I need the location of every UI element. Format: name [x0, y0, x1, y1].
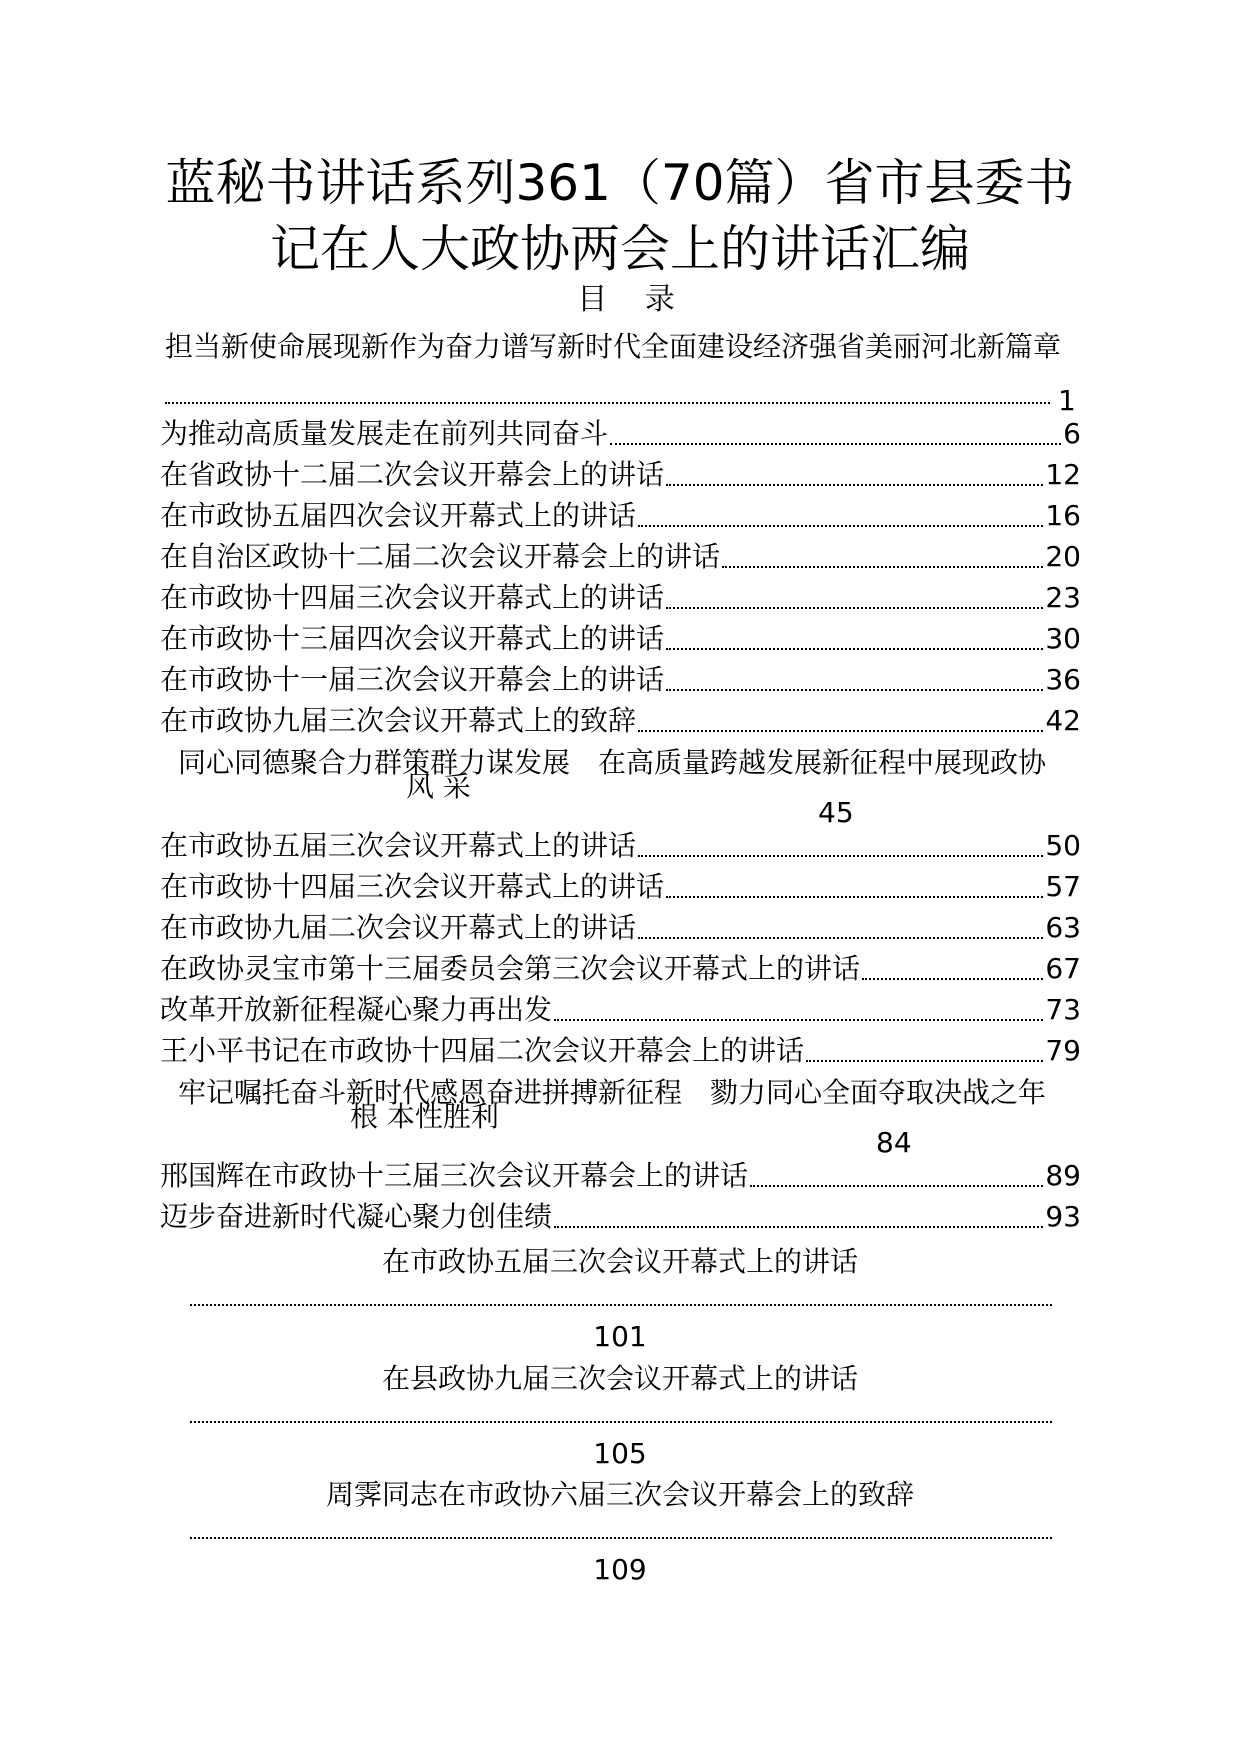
toc-entry-title: 迈步奋进新时代凝心聚力创佳绩: [160, 1200, 553, 1233]
toc-leader-dots: [165, 402, 1050, 404]
toc-entry-title: 在自治区政协十二届二次会议开幕会上的讲话: [160, 540, 721, 573]
toc-entry-page: 93: [1045, 1200, 1081, 1233]
toc-leader-dots: [750, 1184, 1043, 1187]
toc-leader-dots: [666, 483, 1043, 486]
toc-leader-dots: [666, 688, 1043, 691]
toc-leader-dots: [190, 1304, 1052, 1306]
toc-leader-dots: [554, 1018, 1043, 1021]
toc-entry-page: 67: [1045, 952, 1081, 985]
toc-leader-dots: [638, 729, 1043, 732]
toc-entry[interactable]: [160, 701, 1081, 741]
toc-leader-dots: [806, 1059, 1043, 1062]
toc-leader-dots: [722, 565, 1043, 568]
title-line-2: 记在人大政协两会上的讲话汇编: [270, 220, 970, 278]
toc-entry[interactable]: [160, 578, 1081, 618]
toc-entry-page: 23: [1045, 581, 1081, 614]
toc-entry[interactable]: [160, 1031, 1081, 1071]
toc-entry-page: 105: [593, 1437, 647, 1470]
toc-entry-page: 109: [593, 1553, 647, 1586]
toc-entry-title: 在市政协十四届三次会议开幕式上的讲话: [160, 581, 665, 614]
toc-entry-page: 84: [876, 1126, 912, 1159]
toc-entry-title[interactable]: 在县政协九届三次会议开幕式上的讲话: [381, 1362, 858, 1395]
toc-entry-title-continued: 风 采: [406, 770, 471, 803]
toc-entry[interactable]: [160, 414, 1081, 454]
toc-entry-page: 42: [1045, 704, 1081, 737]
toc-leader-dots: [638, 524, 1043, 527]
toc-entry-title: 在市政协十四届三次会议开幕式上的讲话: [160, 870, 665, 903]
toc-entry-title: 在市政协九届三次会议开幕式上的致辞: [160, 704, 637, 737]
toc-entry[interactable]: [160, 867, 1081, 907]
document-title: [150, 150, 1090, 282]
toc-leader-dots: [554, 1225, 1043, 1228]
toc-entry-title: 在市政协九届二次会议开幕式上的讲话: [160, 911, 637, 944]
toc-entry-title: 邢国辉在市政协十三届三次会议开幕会上的讲话: [160, 1159, 749, 1192]
toc-entry-title[interactable]: 周霁同志在市政协六届三次会议开幕会上的致辞: [325, 1478, 914, 1511]
toc-entry-title[interactable]: 担当新使命展现新作为奋力谱写新时代全面建设经济强省美丽河北新篇章: [165, 330, 1062, 363]
toc-entry[interactable]: [160, 619, 1081, 659]
toc-leader-dots: [190, 1537, 1052, 1539]
toc-entry-page: 50: [1045, 829, 1081, 862]
toc-entry-title: 在市政协五届四次会议开幕式上的讲话: [160, 499, 637, 532]
toc-entry[interactable]: [160, 990, 1081, 1030]
toc-entry[interactable]: [160, 1197, 1081, 1237]
toc-entry-title[interactable]: 牢记嘱托奋斗新时代感恩奋进拼搏新征程 勠力同心全面夺取决战之年: [178, 1076, 1047, 1109]
toc-leader-dots: [666, 606, 1043, 609]
toc-entry-page: 36: [1045, 663, 1081, 696]
toc-entry-page: 30: [1045, 622, 1081, 655]
toc-leader-dots: [190, 1421, 1052, 1423]
toc-entry-page: 73: [1045, 993, 1081, 1026]
toc-entry-title: 在市政协十三届四次会议开幕式上的讲话: [160, 622, 665, 655]
toc-entry[interactable]: [160, 908, 1081, 948]
toc-entry-page: 101: [593, 1320, 647, 1353]
toc-entry-page: 16: [1045, 499, 1081, 532]
toc-entry-page: 6: [1063, 417, 1081, 450]
toc-entry-page: 12: [1045, 458, 1081, 491]
toc-entry-title: 为推动高质量发展走在前列共同奋斗: [160, 417, 609, 450]
toc-entry[interactable]: [160, 455, 1081, 495]
toc-leader-dots: [666, 895, 1043, 898]
toc-entry-title: 在市政协五届三次会议开幕式上的讲话: [160, 829, 637, 862]
toc-entry[interactable]: [160, 1156, 1081, 1196]
toc-entry-title: 在市政协十一届三次会议开幕会上的讲话: [160, 663, 665, 696]
toc-entry-page: 79: [1045, 1034, 1081, 1067]
toc-entry[interactable]: [160, 660, 1081, 700]
toc-entry-page: 20: [1045, 540, 1081, 573]
title-line-1: 蓝秘书讲话系列361（70篇）省市县委书: [165, 154, 1075, 212]
toc-entry-page: 45: [818, 796, 854, 829]
toc-leader-dots: [610, 442, 1061, 445]
toc-entry[interactable]: [160, 537, 1081, 577]
toc-entry-title[interactable]: 同心同德聚合力群策群力谋发展 在高质量跨越发展新征程中展现政协: [178, 746, 1047, 779]
toc-entry-title: 在政协灵宝市第十三届委员会第三次会议开幕式上的讲话: [160, 952, 861, 985]
toc-leader-dots: [638, 854, 1043, 857]
toc-entry-page: 57: [1045, 870, 1081, 903]
toc-entry-page: 1: [1058, 384, 1076, 417]
toc-entry-title: 改革开放新征程凝心聚力再出发: [160, 993, 553, 1026]
toc-entry[interactable]: [160, 949, 1081, 989]
toc-leader-dots: [638, 936, 1043, 939]
toc-entry-title: 在省政协十二届二次会议开幕会上的讲话: [160, 458, 665, 491]
toc-entry[interactable]: [160, 496, 1081, 536]
toc-entry-title: 王小平书记在市政协十四届二次会议开幕会上的讲话: [160, 1034, 805, 1067]
toc-entry-page: 89: [1045, 1159, 1081, 1192]
toc-entry-page: 63: [1045, 911, 1081, 944]
toc-leader-dots: [862, 977, 1043, 980]
toc-entry[interactable]: [160, 826, 1081, 866]
toc-entry-title[interactable]: 在市政协五届三次会议开幕式上的讲话: [381, 1245, 858, 1278]
toc-entry-title-continued: 根 本性胜利: [350, 1100, 499, 1133]
toc-heading: 目 录: [577, 282, 675, 317]
toc-leader-dots: [666, 647, 1043, 650]
